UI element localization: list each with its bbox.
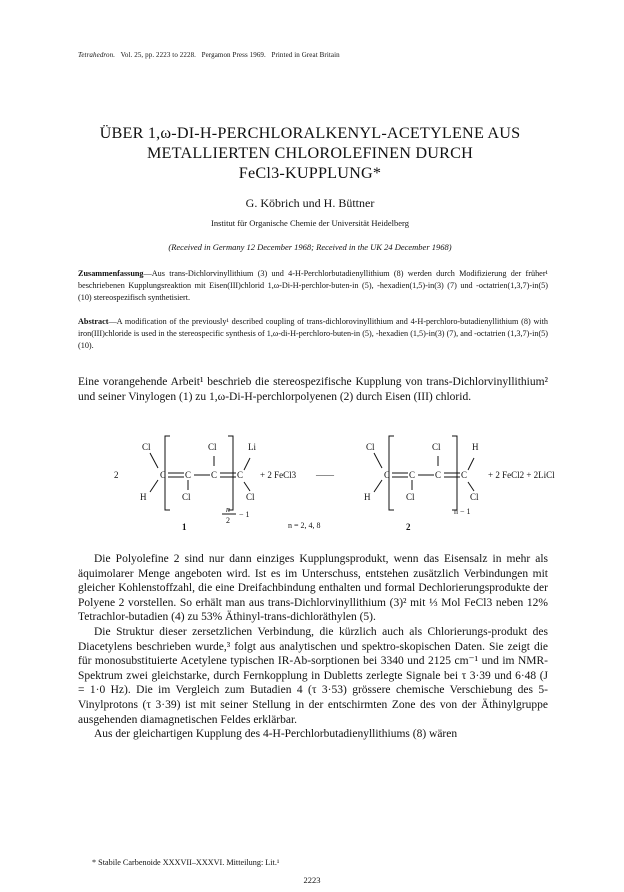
c3-left: C: [211, 470, 218, 480]
paragraph-1: Die Polyolefine 2 sind nur dann einziges Kupplungsprodukt, wenn das Eisensalz in mehr als äquimolarer Menge angeboten wird. Ist es im Unterschuss, entstehen zusätzlich Verbindungen mit gleicher Kohlenstoffzahl, die eine Dreifachbindung enthalten und formal Dechlorierungsprodukte der Polyene 2 vorstellen. So erhält man aus trans-Dichlorvinyllithium (3)² mit ⅓ Mol FeCl3 neben 12% Tetrachlor-butadien (4) zu 53% Äthinyl-trans-dichloräthylen (5).: [78, 553, 548, 624]
bond: [468, 458, 474, 470]
journal-printed: Printed in Great Britain: [271, 51, 340, 59]
bond: [244, 482, 250, 491]
bond: [374, 453, 382, 468]
title-line-1: ÜBER 1,ω-DI-H-PERCHLORALKENYL-ACETYLENE AUS: [99, 124, 521, 142]
n-right: n − 1: [454, 507, 471, 516]
h-right-bottom: H: [364, 492, 371, 502]
affiliation: Institut für Organische Chemie der Universität Heidelberg: [211, 218, 409, 228]
cl-right-end: Cl: [470, 492, 479, 502]
cl-left-top: Cl: [142, 442, 151, 452]
bond: [150, 480, 158, 492]
coeff-2: 2: [114, 470, 119, 480]
journal-citation: Vol. 25, pp. 2223 to 2228.: [120, 51, 197, 59]
h-right-end: H: [472, 442, 479, 452]
h-left-bottom: H: [140, 492, 147, 502]
cl-right-mid: Cl: [406, 492, 415, 502]
page-number: 2223: [303, 875, 321, 885]
journal-header: [78, 51, 340, 59]
c2-right: C: [409, 470, 416, 480]
bond: [468, 482, 474, 491]
abstract-text: —A modification of the previously¹ described coupling of trans-dichlorovinyllithium and 4-H-perchloro-butadienyllithium (8) with iron(III)chloride is used in the stereospecific synthesis of 1,ω-di-H-perchloro-buten-in (5), -hexadien (1,5)-in(3) (7), and -octatrien (1,3,7)-in(5) (10).: [78, 317, 548, 350]
n-left: n: [226, 505, 230, 514]
title-line-3: FeCl3-KUPPLUNG*: [238, 164, 382, 182]
two-left: 2: [226, 516, 230, 525]
cl-left-upper: Cl: [208, 442, 217, 452]
products: + 2 FeCl2 + 2LiCl: [488, 470, 555, 480]
c3-right: C: [435, 470, 442, 480]
paper-title: [60, 123, 560, 183]
c4-left: C: [237, 470, 244, 480]
intro-paragraph: [78, 375, 548, 404]
cl-left-mid: Cl: [182, 492, 191, 502]
main-body: [78, 552, 548, 742]
zusammenfassung-text: —Aus trans-Dichlorvinyllithium (3) und 4-H-Perchlorbutadienyllithium (8) werden durch Modifizierung der früher¹ beschriebenen Kupplungsreaktion mit Eisen(III)chlorid 1,ω-Di-H-perchlor-buten-in (5), -hexadien(1,5)-in(3) (7) und -octatrien(1,3,7)-in(5) (10) stereospezifisch synthetisiert.: [78, 269, 548, 302]
abstract-head: Abstract: [78, 317, 109, 326]
reaction-scheme: [70, 428, 570, 534]
reaction-arrow: ——: [316, 470, 334, 480]
paragraph-3: Aus der gleichartigen Kupplung des 4-H-Perchlorbutadienyllithiums (8) wären: [94, 728, 458, 741]
zusammenfassung-head: Zusammenfassung: [78, 269, 144, 278]
received-dates: (Received in Germany 12 December 1968; Received in the UK 24 December 1968): [168, 242, 452, 252]
reagent: + 2 FeCl3: [260, 470, 297, 480]
compound-2: 2: [406, 522, 411, 532]
n-range: n = 2, 4, 8: [288, 521, 321, 530]
journal-publisher: Pergamon Press 1969.: [201, 51, 266, 59]
footnote: * Stabile Carbenoide XXXVII–XXXVI. Mitteilung: Lit.¹: [92, 858, 280, 867]
journal-name: Tetrahedron.: [78, 51, 116, 59]
compound-1: 1: [182, 522, 187, 532]
cl-right-top: Cl: [366, 442, 375, 452]
bond: [244, 458, 250, 470]
minus1-left: − 1: [239, 510, 250, 519]
cl-right-upper: Cl: [432, 442, 441, 452]
c4-right: C: [461, 470, 468, 480]
cl-left-end: Cl: [246, 492, 255, 502]
abstract: [78, 316, 548, 352]
intro-text: Eine vorangehende Arbeit¹ beschrieb die stereospezifische Kupplung von trans-Dichlorvinyllithium² und seiner Vinylogen (1) zu 1,ω-Di-H-perchlorpolyenen (2) durch Eisen (III) chlorid.: [78, 376, 548, 403]
title-line-2: METALLIERTEN CHLOROLEFINEN DURCH: [146, 144, 474, 162]
authors: G. Köbrich und H. Büttner: [245, 196, 375, 210]
zusammenfassung: [78, 268, 548, 304]
paragraph-2: Die Struktur dieser zersetzlichen Verbindung, die kürzlich auch als Chlorierungs-produkt des Diacetylens beschrieben wurde,³ folgt aus analytischen und spektro-skopischen Daten. Sie zeigt die für monosubstituierte Acetylene typischen IR-Ab-sorptionen bei 3340 und 2125 cm⁻¹ und im NMR-Spektrum zwei gleichstarke, durch Fernkopplung in Dubletts zerlegte Signale bei τ 3·39 und 6·48 (J = 1·0 Hz). Die im Vergleich zum Butadien 4 (τ 3·53) grössere chemische Verschiebung des 5-Vinylprotons (τ 3·39) ist mit seiner Stellung in der entschirmten Zone des von der Äthinylgruppe ausgehenden diamagnetischen Feldes erklärbar.: [78, 625, 548, 726]
c1-left: C: [160, 470, 167, 480]
li-left: Li: [248, 442, 256, 452]
c1-right: C: [384, 470, 391, 480]
bond: [150, 453, 158, 468]
bond: [374, 480, 382, 492]
c2-left: C: [185, 470, 192, 480]
